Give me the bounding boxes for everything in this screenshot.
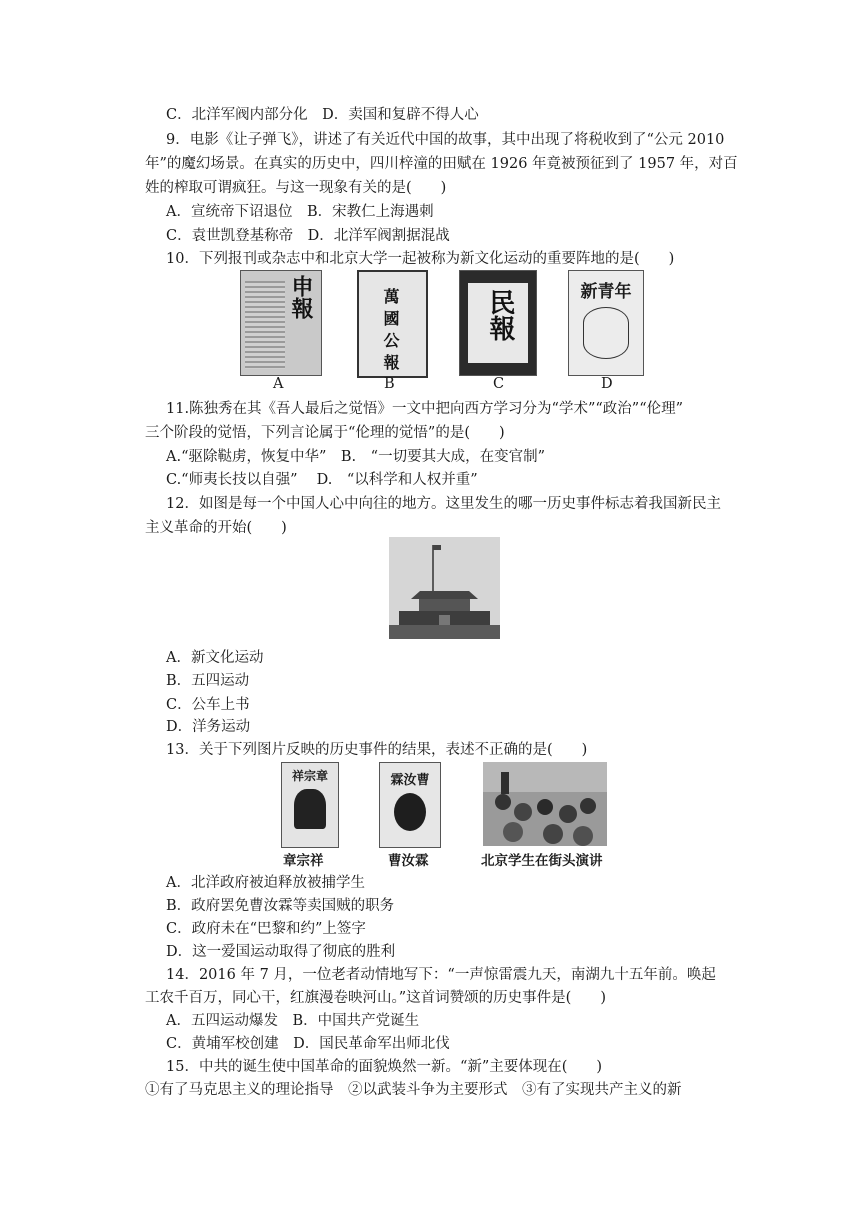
q14-options-ab: A．五四运动爆发 B．中国共产党诞生 bbox=[166, 1013, 420, 1029]
q10-label-a: A bbox=[273, 376, 284, 392]
students-speech-photo bbox=[483, 762, 607, 846]
q12-option-d: D．洋务运动 bbox=[166, 719, 251, 735]
caption-cao-rulin: 曹汝霖 bbox=[388, 853, 429, 869]
xinqingnian-image: 新青年 bbox=[568, 270, 644, 376]
q11-options-ab: A.“驱除鞑虏，恢复中华” B. “一切要其大成，在变官制” bbox=[166, 449, 545, 465]
q14-stem-line2: 工农千百万，同心干，红旗漫卷映河山。”这首词赞颂的历史事件是( ) bbox=[145, 990, 606, 1006]
q15-stem: 15．中共的诞生使中国革命的面貌焕然一新。“新”主要体现在( ) bbox=[166, 1059, 603, 1075]
q13-option-d: D．这一爱国运动取得了彻底的胜利 bbox=[166, 944, 396, 960]
q14-options-cd: C．黄埔军校创建 D．国民革命军出师北伐 bbox=[166, 1036, 450, 1052]
q11-stem-line1: 11.陈独秀在其《吾人最后之觉悟》一文中把向西方学习分为“学术”“政治”“伦理” bbox=[166, 401, 684, 417]
q13-option-c: C．政府未在“巴黎和约”上签字 bbox=[166, 921, 366, 937]
q10-stem: 10．下列报刊或杂志中和北京大学一起被称为新文化运动的重要阵地的是( ) bbox=[166, 251, 675, 267]
q10-label-d: D bbox=[601, 376, 613, 392]
cao-rulin-portrait: 霖汝曹 bbox=[379, 762, 441, 848]
caption-student-speech: 北京学生在街头演讲 bbox=[481, 853, 603, 869]
q8-options-cd: C．北洋军阀内部分化 D．卖国和复辟不得人心 bbox=[166, 107, 479, 123]
wanguo-gongbao-image: 萬國公報 bbox=[357, 270, 428, 378]
q12-stem-line2: 主义革命的开始( ) bbox=[145, 520, 287, 536]
q10-label-c: C bbox=[493, 376, 505, 392]
zhang-zongxiang-portrait: 祥宗章 bbox=[281, 762, 339, 848]
q12-stem-line1: 12．如图是每一个中国人心中向往的地方。这里发生的哪一历史事件标志着我国新民主 bbox=[166, 496, 721, 512]
q13-stem: 13．关于下列图片反映的历史事件的结果，表述不正确的是( ) bbox=[166, 742, 588, 758]
q9-stem-line2: 年”的魔幻场景。在真实的历史中，四川梓潼的田赋在 1926 年竟被预征到了 1957 年，对百 bbox=[145, 156, 738, 172]
q9-stem-line1: 9．电影《让子弹飞》，讲述了有关近代中国的故事，其中出现了将税收到了“公元 2010 bbox=[166, 132, 725, 148]
q13-option-b: B．政府罢免曹汝霖等卖国贼的职务 bbox=[166, 898, 395, 914]
q14-stem-line1: 14．2016 年 7 月，一位老者动情地写下：“一声惊雷震九天，南湖九十五年前。唤起 bbox=[166, 967, 716, 983]
shenbao-image: 申報 bbox=[240, 270, 322, 376]
q12-option-b: B．五四运动 bbox=[166, 673, 250, 689]
q11-stem-line2: 三个阶段的觉悟，下列言论属于“伦理的觉悟”的是( ) bbox=[145, 425, 505, 441]
q9-options-ab: A．宣统帝下诏退位 B．宋教仁上海遇刺 bbox=[166, 204, 434, 220]
q13-option-a: A．北洋政府被迫释放被捕学生 bbox=[166, 875, 365, 891]
q12-option-c: C．公车上书 bbox=[166, 697, 250, 713]
q12-option-a: A．新文化运动 bbox=[166, 650, 264, 666]
q11-options-cd: C.“师夷长技以自强” D. “以科学和人权并重” bbox=[166, 472, 478, 488]
q10-label-b: B bbox=[384, 376, 395, 392]
q15-items: ①有了马克思主义的理论指导 ②以武装斗争为主要形式 ③有了实现共产主义的新 bbox=[145, 1082, 682, 1098]
q9-stem-line3: 姓的榨取可谓疯狂。与这一现象有关的是( ) bbox=[145, 180, 447, 196]
q9-options-cd: C．袁世凯登基称帝 D．北洋军阀割据混战 bbox=[166, 228, 450, 244]
tiananmen-image bbox=[389, 537, 500, 639]
minbao-image: 民報 bbox=[459, 270, 537, 376]
caption-zhang-zongxiang: 章宗祥 bbox=[283, 853, 324, 869]
